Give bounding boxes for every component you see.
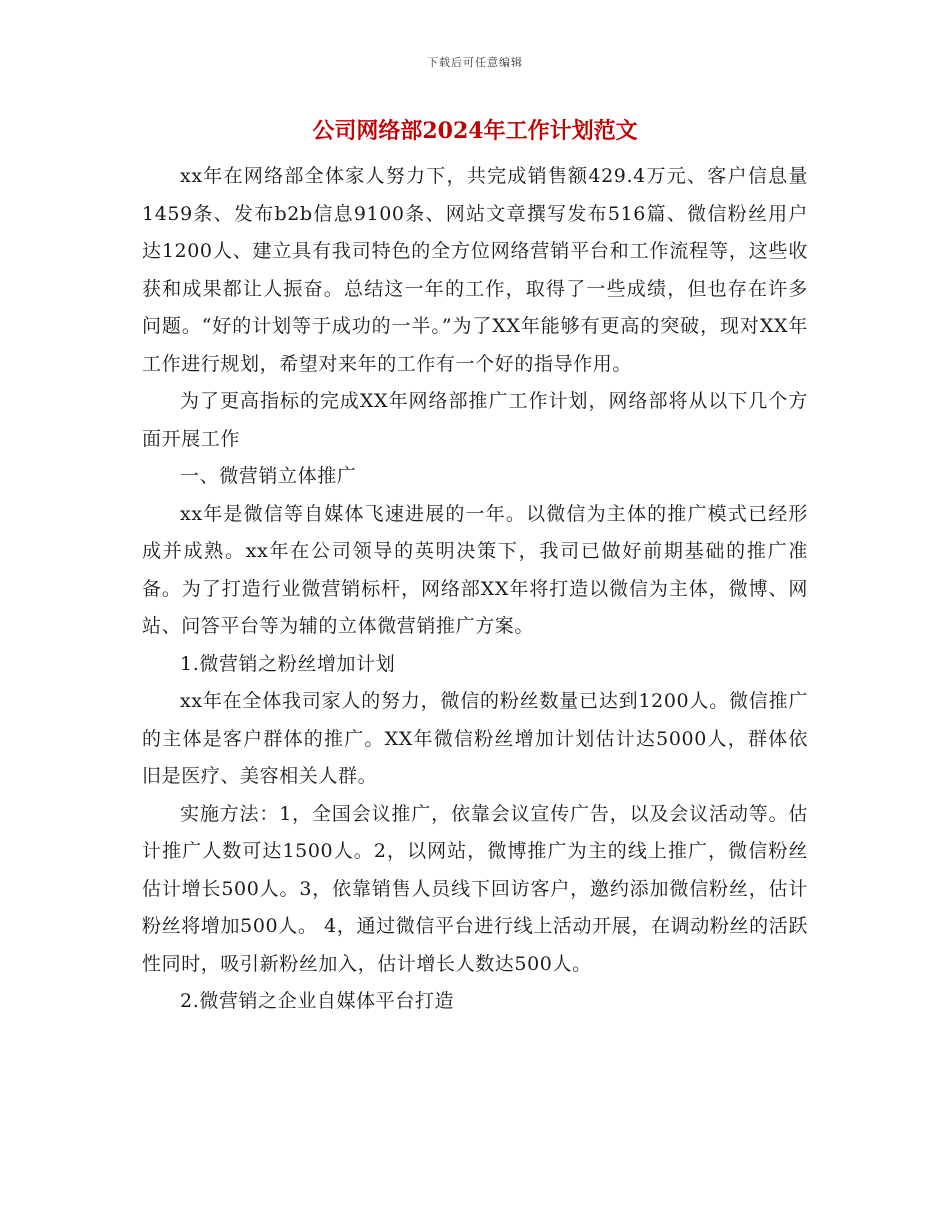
- intro-paragraph: xx年在网络部全体家人努力下，共完成销售额429.4万元、客户信息量1459条、发布b2b信息9100条、网站文章撰写发布516篇、微信粉丝用户达1200人、建立具有我司特色的全方位网络营销平台和工作流程等，这些收获和成果都让人振奋。总结这一年的工作，取得了一些成绩，但也存在许多问题。“好的计划等于成功的一半。”为了XX年能够有更高的突破，现对XX年工作进行规划，希望对来年的工作有一个好的指导作用。: [142, 165, 808, 375]
- subsection-heading-1-2: 2.微营销之企业自媒体平台打造: [180, 990, 455, 1012]
- document-title: 公司网络部2024年工作计划范文: [312, 118, 638, 144]
- subsection-heading-1-1: 1.微营销之粉丝增加计划: [180, 652, 396, 675]
- implementation-methods-paragraph: 实施方法：1，全国会议推广，依靠会议宣传广告，以及会议活动等。估计推广人数可达1500人。2，以网站，微博推广为主的线上推广，微信粉丝估计增长500人。3，依靠销售人员线下回访客户，邀约添加微信粉丝，估计粉丝将增加500人。 4，通过微信平台进行线上活动开展，在调动粉丝的活跃性同时，吸引新粉丝加入，估计增长人数达500人。: [142, 802, 808, 975]
- plan-overview-paragraph: 为了更高指标的完成XX年网络部推广工作计划，网络部将从以下几个方面开展工作: [142, 390, 808, 450]
- page-header-note: 下载后可任意编辑: [427, 56, 523, 69]
- document-body: [142, 158, 808, 1021]
- section-heading-1: 一、微营销立体推广: [180, 465, 357, 487]
- section-1-paragraph: xx年是微信等自媒体飞速进展的一年。以微信为主体的推广模式已经形成并成熟。xx年在公司领导的英明决策下，我司已做好前期基础的推广准备。为了打造行业微营销标杆，网络部XX年将打造以微信为主体，微博、网站、问答平台等为辅的立体微营销推广方案。: [142, 502, 808, 637]
- subsection-1-1-paragraph: xx年在全体我司家人的努力，微信的粉丝数量已达到1200人。微信推广的主体是客户群体的推广。XX年微信粉丝增加计划估计达5000人，群体依旧是医疗、美容相关人群。: [142, 690, 808, 787]
